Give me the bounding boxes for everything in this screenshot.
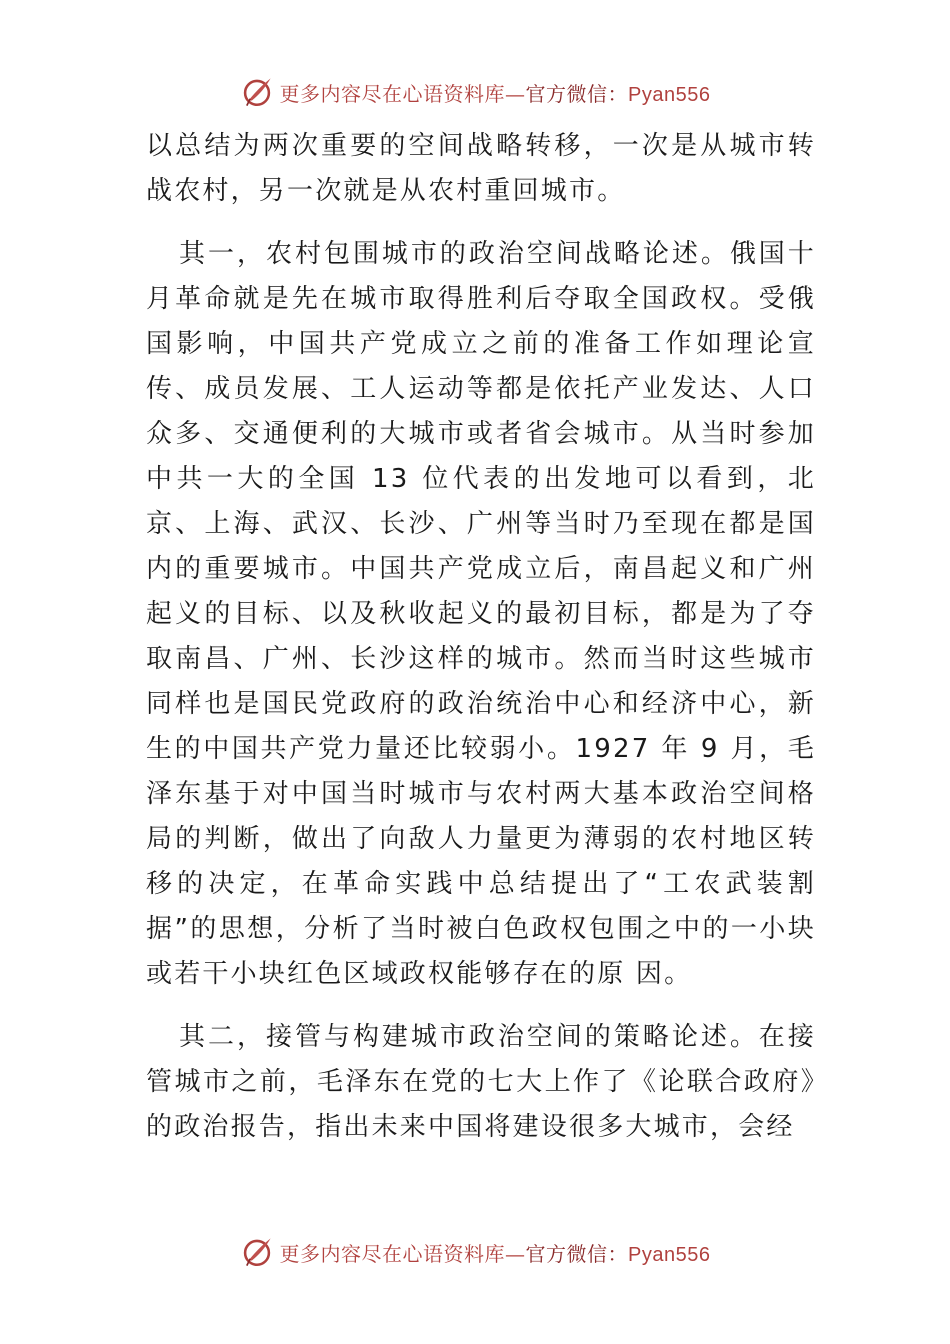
- banner-dash: —: [505, 81, 526, 106]
- banner-wechat-label: 官方微信：: [525, 1241, 629, 1266]
- banner-text: [280, 78, 711, 107]
- banner-wechat-handle: Pyan556: [628, 83, 711, 106]
- footer-banner: [0, 1232, 950, 1272]
- banner-main-text: 更多内容尽在心语资料库: [279, 1241, 506, 1266]
- paragraph-continuation: 以总结为两次重要的空间战略转移，一次是从城市转战农村，另一次就是从农村重回城市。: [146, 131, 816, 206]
- banner-wechat-handle: Pyan556: [628, 1243, 711, 1266]
- banner-main-text: 更多内容尽在心语资料库: [279, 81, 506, 106]
- banner-text: [280, 1238, 711, 1267]
- document-body: [146, 124, 816, 1150]
- paragraph-first-point: 其一，农村包围城市的政治空间战略论述。俄国十月革命就是先在城市取得胜利后夺取全国政权。受俄国影响，中国共产党成立之前的准备工作如理论宣传、成员发展、工人运动等都是依托产业发达、人口众多、交通便利的大城市或者省会城市。从当时参加中共一大的全国 13 位代表的出发地可以看到，北京、上海、武汉、长沙、广州等当时乃至现在都是国内的重要城市。中国共产党成立后，南昌起义和广州起义的目标、以及秋收起义的最初目标，都是为了夺取南昌、广州、长沙这样的城市。然而当时这些城市同样也是国民党政府的政治统治中心和经济中心，新生的中国共产党力量还比较弱小。1927 年 9 月，毛泽东基于对中国当时城市与农村两大基本政治空间格局的判断，做出了向敌人力量更为薄弱的农村地区转移的决定，在革命实践中总结提出了“工农武装割据”的思想，分析了当时被白色政权包围之中的一小块或若干小块红色区域政权能够存在的原 因。: [146, 239, 816, 989]
- banner-wechat-label: 官方微信：: [525, 81, 629, 106]
- quill-logo-icon: [240, 1235, 274, 1269]
- quill-logo-icon: [240, 75, 274, 109]
- banner-dash: —: [505, 1241, 526, 1266]
- paragraph-second-point: 其二，接管与构建城市政治空间的策略论述。在接管城市之前，毛泽东在党的七大上作了《论联合政府》的政治报告，指出未来中国将建设很多大城市，会经: [146, 1022, 816, 1142]
- header-banner: [0, 72, 950, 112]
